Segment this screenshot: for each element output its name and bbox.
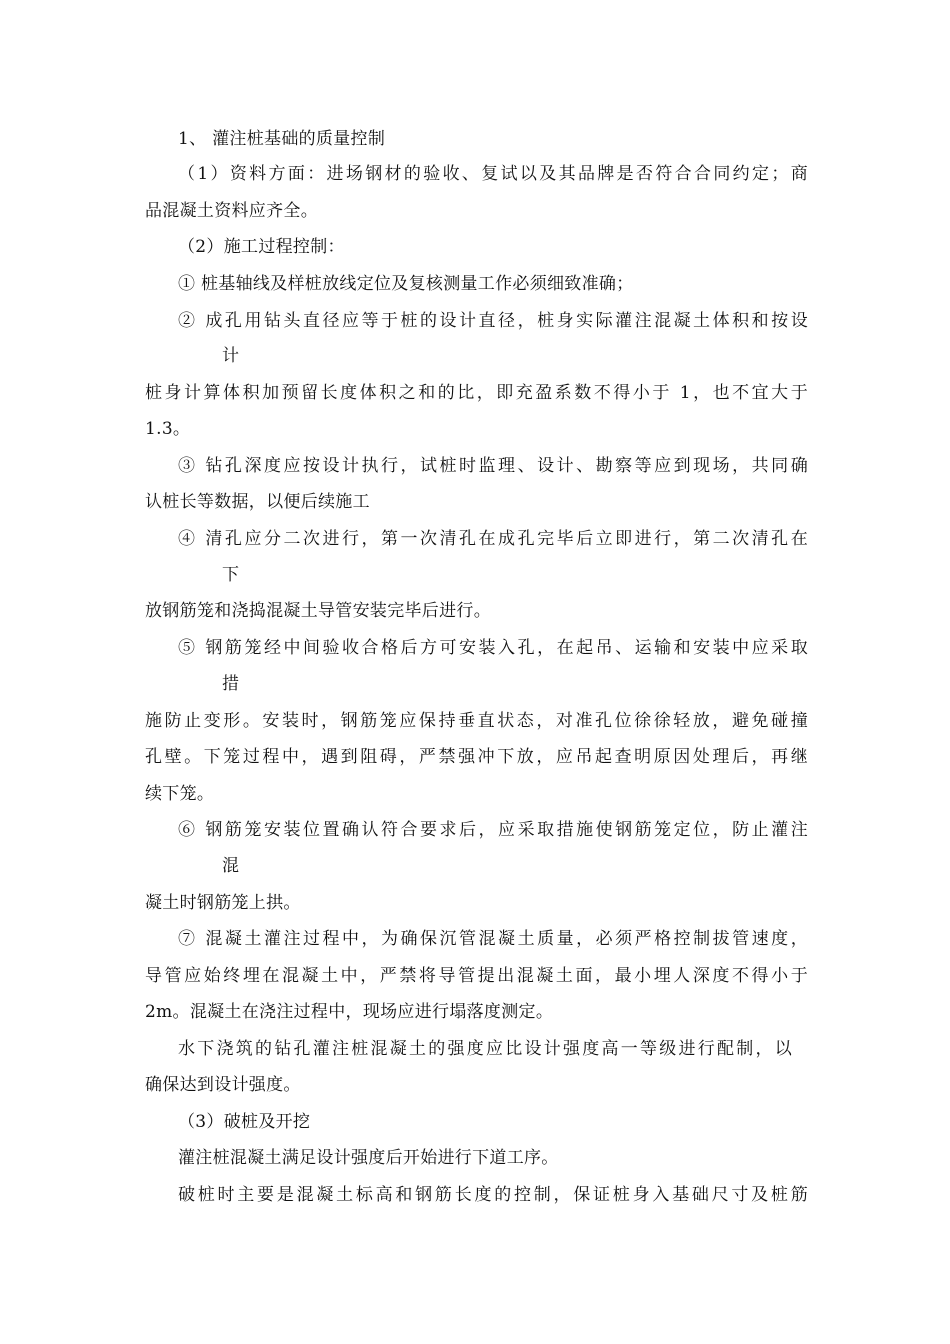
section-heading: 1、 灌注桩基础的质量控制 [178, 129, 386, 149]
paragraph-line: ⑦ 混凝土灌注过程中，为确保沉管混凝土质量，必须严格控制拔管速度， [178, 929, 808, 949]
paragraph-line: ④ 清孔应分二次进行，第一次清孔在成孔完毕后立即进行，第二次清孔在 [178, 529, 808, 549]
paragraph-line: 续下笼。 [145, 784, 215, 804]
paragraph-line: 水下浇筑的钻孔灌注桩混凝土的强度应比设计强度高一等级进行配制，以 [178, 1039, 792, 1059]
paragraph-line: 2m。混凝土在浇注过程中，现场应进行塌落度测定。 [145, 1002, 554, 1022]
paragraph-line: ② 成孔用钻头直径应等于桩的设计直径，桩身实际灌注混凝土体积和按设 [178, 311, 808, 331]
paragraph-line: ⑤ 钢筋笼经中间验收合格后方可安装入孔，在起吊、运输和安装中应采取 [178, 638, 808, 658]
paragraph-line: 施防止变形。安装时，钢筋笼应保持垂直状态，对准孔位徐徐轻放，避免碰撞 [145, 711, 808, 731]
paragraph-line: 认桩长等数据，以便后续施工 [145, 492, 370, 512]
paragraph-line: ③ 钻孔深度应按设计执行，试桩时监理、设计、勘察等应到现场，共同确 [178, 456, 808, 476]
paragraph-line: 导管应始终埋在混凝土中，严禁将导管提出混凝土面，最小埋人深度不得小于 [145, 966, 808, 986]
paragraph-line: 混 [222, 856, 240, 876]
paragraph-line: ① 桩基轴线及样桩放线定位及复核测量工作必须细致准确； [178, 274, 634, 294]
paragraph-line: （1）资料方面：进场钢材的验收、复试以及其品牌是否符合合同约定；商 [178, 164, 808, 184]
paragraph-line: 放钢筋笼和浇捣混凝土导管安装完毕后进行。 [145, 601, 491, 621]
subsection-heading: （3）破桩及开挖 [178, 1112, 311, 1132]
paragraph-line: 措 [222, 674, 240, 694]
paragraph-line: ⑥ 钢筋笼安装位置确认符合要求后，应采取措施使钢筋笼定位，防止灌注 [178, 820, 808, 840]
paragraph-line: 凝土时钢筋笼上拱。 [145, 893, 301, 913]
paragraph-line: 计 [222, 346, 240, 366]
subsection-heading: （2）施工过程控制： [178, 237, 345, 257]
paragraph-line: 下 [222, 565, 240, 585]
paragraph-line: 灌注桩混凝土满足设计强度后开始进行下道工序。 [178, 1148, 559, 1168]
paragraph-line: 1.3。 [145, 419, 191, 439]
paragraph-line: 品混凝土资料应齐全。 [145, 201, 318, 221]
paragraph-line: 桩身计算体积加预留长度体积之和的比，即充盈系数不得小于 1，也不宜大于 [145, 383, 808, 403]
paragraph-line: 确保达到设计强度。 [145, 1075, 301, 1095]
paragraph-line: 破桩时主要是混凝土标高和钢筋长度的控制，保证桩身入基础尺寸及桩筋 [178, 1185, 808, 1205]
paragraph-line: 孔壁。下笼过程中，遇到阻碍，严禁强冲下放，应吊起查明原因处理后，再继 [145, 747, 808, 767]
